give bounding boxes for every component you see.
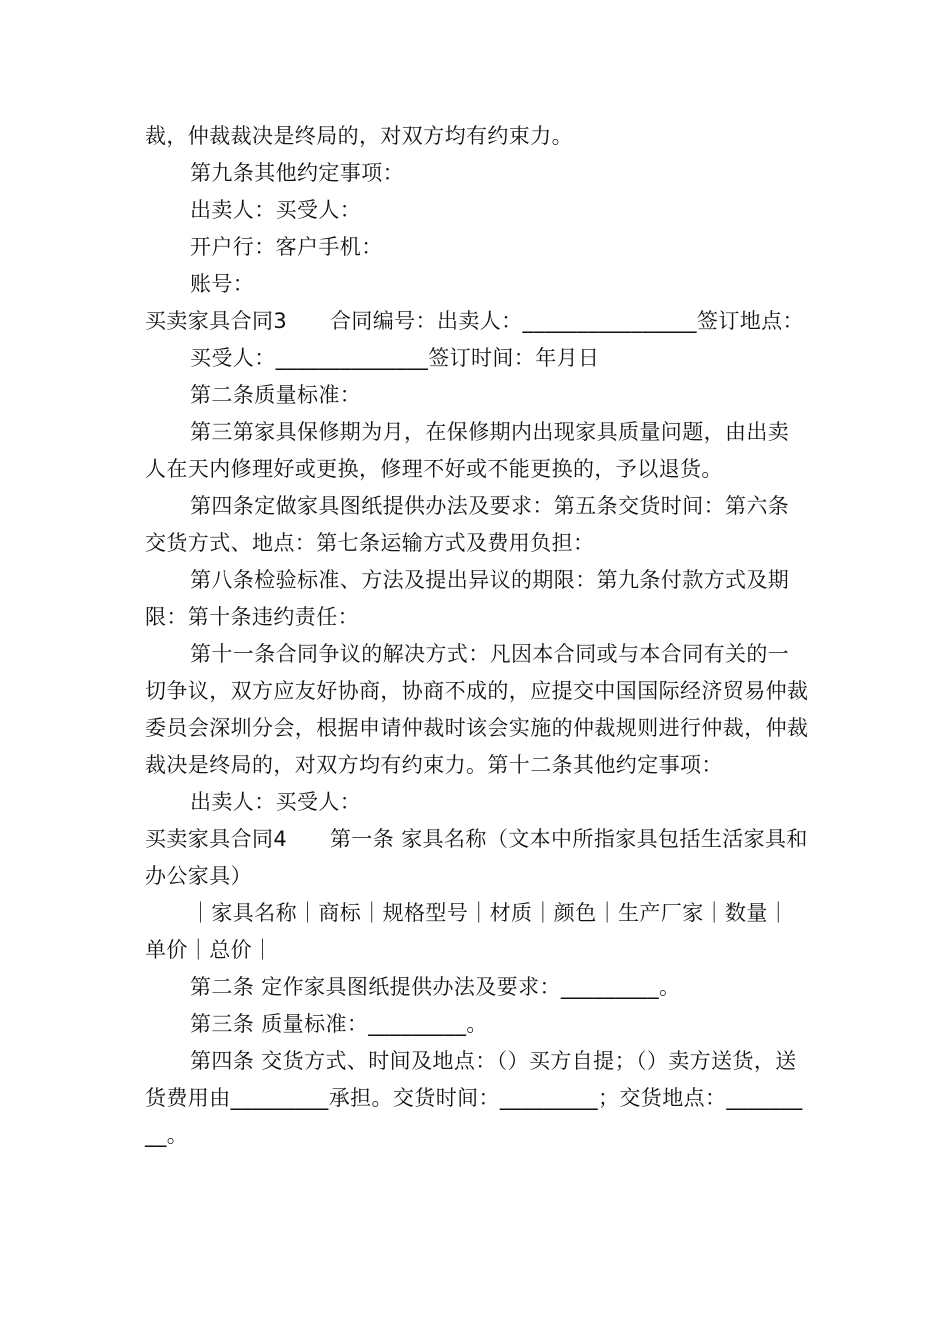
paragraph: 第二条质量标准： (190, 383, 362, 407)
document-page (145, 118, 810, 1154)
paragraph: 第二条 定作家具图纸提供办法及要求：_________。 (190, 975, 681, 999)
paragraph: 出卖人：买受人： (190, 198, 362, 222)
paragraph: 账号： (190, 272, 255, 296)
paragraph: 第三条 质量标准：_________。 (190, 1012, 488, 1036)
paragraph: 第三第家具保修期为月，在保修期内出现家具质量问题，由出卖人在天内修理好或更换，修理不好或不能更换的，予以退货。 (145, 420, 790, 481)
table-header-row: ｜家具名称｜商标｜规格型号｜材质｜颜色｜生产厂家｜数量｜单价｜总价｜ (145, 901, 790, 962)
contract-3-heading: 买卖家具合同3 合同编号：出卖人：________________签订地点： (145, 309, 804, 333)
paragraph: 出卖人：买受人： (190, 790, 362, 814)
paragraph: 买受人：______________签订时间：年月日 (190, 346, 600, 370)
paragraph: 裁，仲裁裁决是终局的，对双方均有约束力。 (145, 124, 573, 148)
paragraph: 开户行：客户手机： (190, 235, 383, 259)
contract-4-heading: 买卖家具合同4 第一条 家具名称（文本中所指家具包括生活家具和办公家具） (145, 827, 808, 888)
paragraph: 第四条 交货方式、时间及地点：（）买方自提；（）卖方送货，送货费用由_________承担。交货时间：_________；交货地点：_________。 (145, 1049, 803, 1147)
paragraph: 第九条其他约定事项： (190, 161, 404, 185)
paragraph: 第十一条合同争议的解决方式：凡因本合同或与本合同有关的一切争议，双方应友好协商，协商不成的，应提交中国国际经济贸易仲裁委员会深圳分会，根据申请仲裁时该会实施的仲裁规则进行仲裁，仲裁裁决是终局的，对双方均有约束力。第十二条其他约定事项： (145, 642, 809, 777)
paragraph: 第八条检验标准、方法及提出异议的期限：第九条付款方式及期限：第十条违约责任： (145, 568, 790, 629)
paragraph: 第四条定做家具图纸提供办法及要求：第五条交货时间：第六条交货方式、地点：第七条运输方式及费用负担： (145, 494, 790, 555)
